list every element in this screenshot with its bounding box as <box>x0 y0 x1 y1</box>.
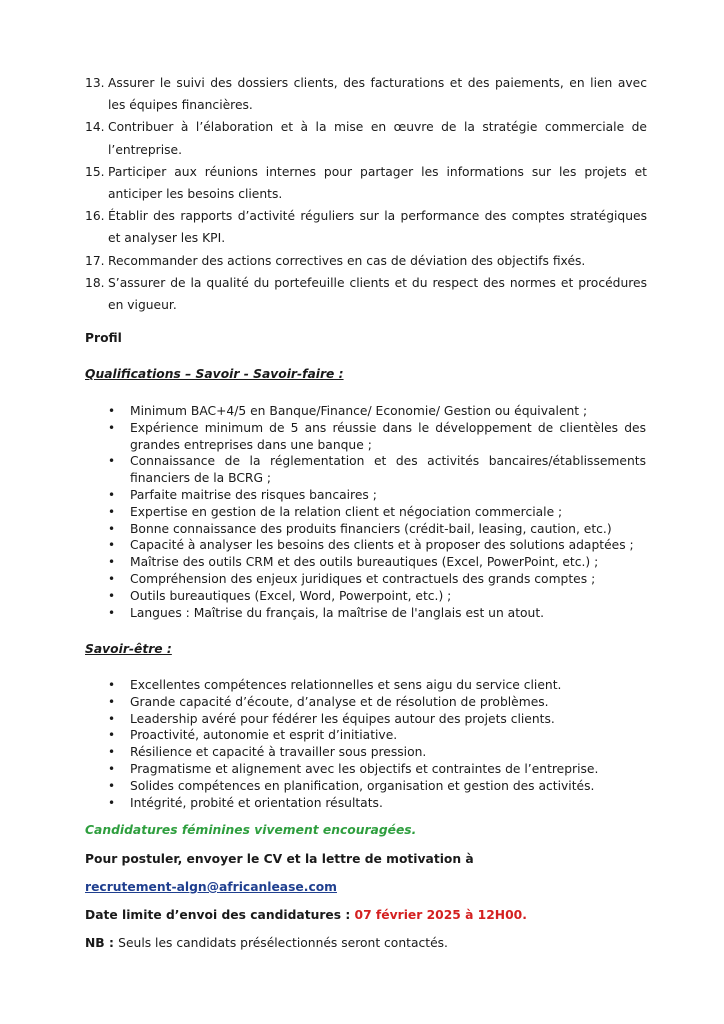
item-text: Résilience et capacité à travailler sous pression. <box>130 745 427 760</box>
item-text: Compréhension des enjeux juridiques et contractuels des grands comptes ; <box>130 571 596 586</box>
list-item <box>106 554 646 571</box>
item-text: Expertise en gestion de la relation client et négociation commerciale ; <box>130 504 563 519</box>
list-item <box>85 272 647 316</box>
item-text: Grande capacité d’écoute, d’analyse et de résolution de problèmes. <box>130 694 549 709</box>
list-item <box>106 521 646 538</box>
bullet-icon: • <box>108 778 116 793</box>
item-text: Parfaite maitrise des risques bancaires ; <box>130 487 377 502</box>
nb-line <box>85 936 448 950</box>
deadline-line <box>85 908 527 922</box>
item-text: S’assurer de la qualité du portefeuille clients et du respect des normes et procédures en vigueur. <box>108 275 647 313</box>
list-item <box>106 605 646 622</box>
bullet-icon: • <box>108 745 116 760</box>
list-item <box>85 250 647 272</box>
bullet-icon: • <box>108 795 116 810</box>
bullet-icon: • <box>108 678 116 692</box>
list-item <box>106 588 646 605</box>
bullet-icon: • <box>108 521 116 536</box>
list-item <box>85 205 647 249</box>
item-number: 14. <box>85 120 105 135</box>
profil-heading: Profil <box>85 331 122 345</box>
bullet-icon: • <box>108 504 116 519</box>
bullet-icon: • <box>108 454 116 469</box>
item-text: Leadership avéré pour fédérer les équipes autour des projets clients. <box>130 711 555 726</box>
item-text: Bonne connaissance des produits financiers (crédit-bail, leasing, caution, etc.) <box>130 521 612 536</box>
apply-instruction: Pour postuler, envoyer le CV et la lettre de motivation à <box>85 852 474 866</box>
list-item <box>106 727 646 744</box>
item-text: Contribuer à l’élaboration et à la mise en œuvre de la stratégie commerciale de l’entreprise. <box>108 120 647 157</box>
item-text: Assurer le suivi des dossiers clients, des facturations et des paiements, en lien avec les équipes financières. <box>108 76 647 113</box>
deadline-label: Date limite d’envoi des candidatures : <box>85 908 355 922</box>
item-text: Participer aux réunions internes pour partager les informations sur les projets et anticiper les besoins clients. <box>108 164 647 202</box>
item-text: Expérience minimum de 5 ans réussie dans le développement de clientèles des grandes entreprises dans une banque ; <box>130 420 646 452</box>
encouragement-text: Candidatures féminines vivement encouragées. <box>85 823 417 837</box>
item-text: Établir des rapports d’activité réguliers sur la performance des comptes stratégiques et analyser les KPI. <box>108 209 647 246</box>
list-item <box>106 795 646 812</box>
list-item <box>85 72 647 116</box>
list-item <box>106 711 646 728</box>
item-text: Maîtrise des outils CRM et des outils bureautiques (Excel, PowerPoint, etc.) ; <box>130 555 599 570</box>
savoir-etre-list <box>106 677 646 811</box>
bullet-icon: • <box>108 694 116 709</box>
nb-label: NB : <box>85 936 119 950</box>
qualifications-list <box>106 403 646 621</box>
item-text: Capacité à analyser les besoins des clients et à proposer des solutions adaptées ; <box>130 538 634 553</box>
list-item <box>106 778 646 795</box>
item-text: Minimum BAC+4/5 en Banque/Finance/ Economie/ Gestion ou équivalent ; <box>130 404 588 418</box>
list-item <box>106 744 646 761</box>
list-item <box>85 161 647 205</box>
item-number: 17. <box>85 253 105 268</box>
list-item <box>106 571 646 588</box>
list-item <box>106 677 646 694</box>
bullet-icon: • <box>108 588 116 603</box>
email-link[interactable]: recrutement-algn@africanlease.com <box>85 880 337 894</box>
qualifications-heading: Qualifications – Savoir - Savoir-faire : <box>85 367 344 381</box>
item-text: Solides compétences en planification, organisation et gestion des activités. <box>130 778 595 793</box>
list-item <box>106 453 646 487</box>
bullet-icon: • <box>108 420 116 435</box>
savoir-etre-heading: Savoir-être : <box>85 642 172 656</box>
bullet-icon: • <box>108 487 116 502</box>
bullet-icon: • <box>108 605 116 620</box>
bullet-icon: • <box>108 538 116 553</box>
list-item <box>106 537 646 554</box>
list-item <box>106 487 646 504</box>
bullet-icon: • <box>108 555 116 570</box>
list-item <box>106 420 646 454</box>
item-text: Connaissance de la réglementation et des activités bancaires/établissements financiers de la BCRG ; <box>130 454 646 486</box>
item-text: Intégrité, probité et orientation résultats. <box>130 795 383 810</box>
item-text: Langues : Maîtrise du français, la maîtrise de l'anglais est un atout. <box>130 605 545 620</box>
bullet-icon: • <box>108 571 116 586</box>
deadline-value: 07 février 2025 à 12H00. <box>354 908 527 922</box>
item-number: 13. <box>85 76 105 90</box>
item-text: Recommander des actions correctives en cas de déviation des objectifs fixés. <box>108 253 586 268</box>
list-item <box>106 694 646 711</box>
item-text: Outils bureautiques (Excel, Word, Powerpoint, etc.) ; <box>130 588 452 603</box>
bullet-icon: • <box>108 761 116 776</box>
nb-text: Seuls les candidats présélectionnés seront contactés. <box>118 936 448 950</box>
list-item <box>106 761 646 778</box>
item-number: 15. <box>85 164 105 179</box>
item-text: Excellentes compétences relationnelles et sens aigu du service client. <box>130 678 562 692</box>
responsibilities-list <box>85 72 647 316</box>
item-number: 18. <box>85 275 105 290</box>
bullet-icon: • <box>108 711 116 726</box>
item-text: Proactivité, autonomie et esprit d’initiative. <box>130 728 398 743</box>
list-item <box>106 504 646 521</box>
bullet-icon: • <box>108 728 116 743</box>
item-text: Pragmatisme et alignement avec les objectifs et contraintes de l’entreprise. <box>130 761 599 776</box>
list-item <box>85 116 647 160</box>
list-item <box>106 403 646 420</box>
item-number: 16. <box>85 209 105 224</box>
bullet-icon: • <box>108 404 116 418</box>
